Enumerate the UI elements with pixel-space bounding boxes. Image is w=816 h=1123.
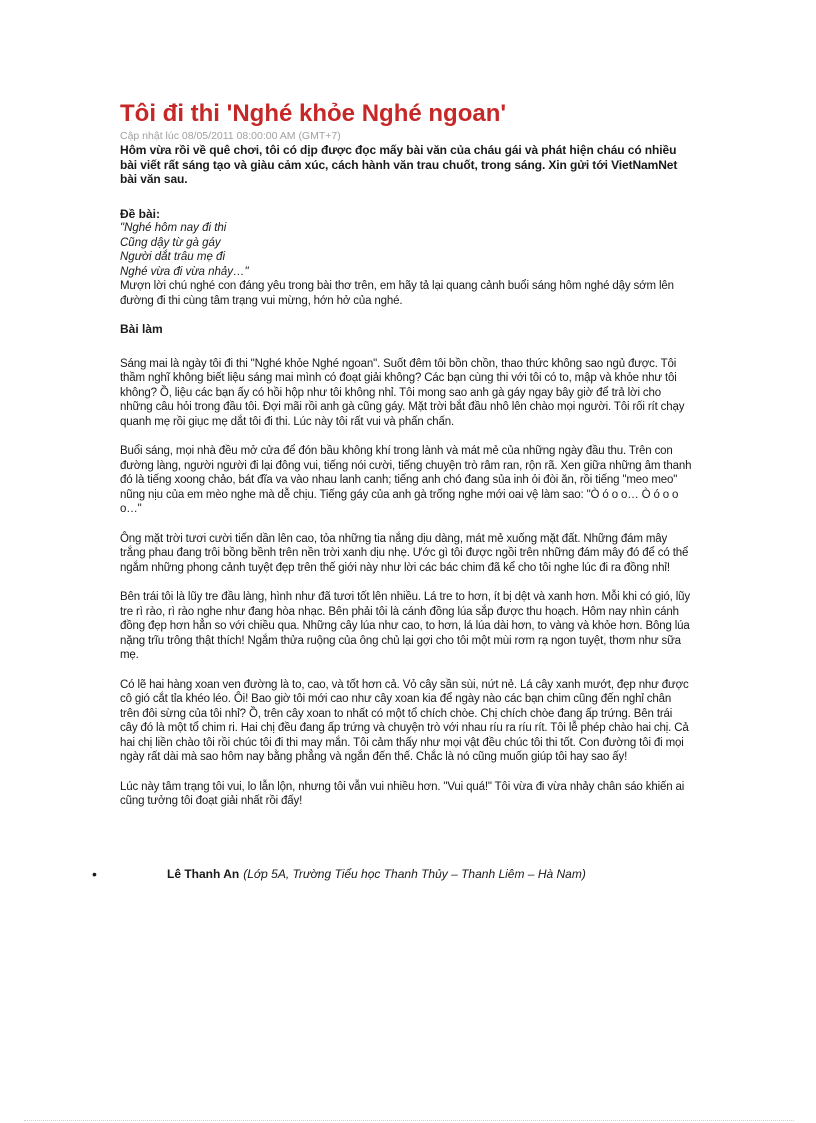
author-name: Lê Thanh An xyxy=(167,867,240,881)
essay-paragraph: Bên trái tôi là lũy tre đầu làng, hình như đã tươi tốt lên nhiều. Lá tre to hơn, ít bị dệt và xanh hơn. Mỗi khi có gió, lũy tre rì rào, rì rào nghe như đang hòa nhạc. Bên phải tôi là cánh đồng lúa sắp được thu hoạch. Hôm nay nhìn cánh đồng đẹp hơn hẳn so với chiều qua. Những cây lúa như cao, to hơn, lá lúa dài hơn, to vàng và khỏe hơn. Bông lúa nặng trĩu trông thật thích! Ngắm thửa ruộng của ông chủ lại gợi cho tôi một mùi rơm rạ ngon tuyệt, thơm như sữa mẹ. xyxy=(120,591,690,661)
prompt-heading: Đề bài: xyxy=(120,206,161,221)
essay-paragraph: Buổi sáng, mọi nhà đều mở cửa để đón bầu không khí trong lành và mát mẻ của những ngày đầu thu. Trên con đường làng, người người đi lại đông vui, tiếng nói cười, tiếng chuyện trò râm ran, rộn rã. Xen giữa những âm thanh đó là tiếng xoong chảo, bát đĩa va vào nhau lanh canh; tiếng anh chó đang sủa inh ỏi đòi ăn, rồi tiếng "meo meo" nũng nịu của em mèo nghe mà dễ chịu. Tiếng gáy của anh gà trống nghe mới oai vệ làm sao: "Ò ó o o… Ò ó o o o…" xyxy=(120,445,692,515)
bullet-icon: • xyxy=(92,866,97,882)
author-credit xyxy=(92,864,692,884)
poem-line: Nghé vừa đi vừa nhảy…" xyxy=(120,265,249,278)
essay-paragraph: Có lẽ hai hàng xoan ven đường là to, cao, và tốt hơn cả. Vỏ cây sần sùi, nứt nẻ. Lá cây xanh mướt, đẹp như được cô gió cắt tỉa khéo léo. Ôi! Bao giờ tôi mới cao như cây xoan kia để ngày nào các bạn chim cũng đến nghỉ chân trên đôi sừng của tôi nhỉ? Ồ, trên cây xoan to nhất có một tổ chích chòe. Chị chích chòe đang ấp trứng. Bên trái cây đó là một tổ chim ri. Hai chị đều đang ấp trứng và chuyện trò với nhau ríu ra ríu rít. Tôi lễ phép chào hai chị. Cả hai chị liền chào tôi rồi chúc tôi đi thi may mắn. Tôi cảm thấy như mọi vật đều chúc tôi thi tốt. Con đường tôi đi mọi ngày rất dài mà sao hôm nay bằng phẳng và ngắn đến thế. Chắc là nó cũng muốn giúp tôi hay sao ấy! xyxy=(120,678,689,763)
prompt-poem xyxy=(120,221,692,279)
article xyxy=(120,100,692,809)
article-timestamp: Cập nhật lúc 08/05/2011 08:00:00 AM (GMT+7) xyxy=(120,130,341,142)
poem-line: "Nghé hôm nay đi thi xyxy=(120,222,227,234)
prompt-text: Mượn lời chú nghé con đáng yêu trong bài thơ trên, em hãy tả lại quang cảnh buổi sáng hôm nghé dậy sớm lên đường đi thi cùng tâm trạng vui mừng, hớn hở của nghé. xyxy=(120,280,674,307)
author-line xyxy=(167,864,586,884)
poem-line: Cũng dậy từ gà gáy xyxy=(120,236,221,249)
author-note: (Lớp 5A, Trường Tiểu học Thanh Thủy – Thanh Liêm – Hà Nam) xyxy=(243,867,586,881)
essay-paragraph: Lúc này tâm trạng tôi vui, lo lẫn lộn, nhưng tôi vẫn vui nhiều hơn. "Vui quá!" Tôi vừa đi vừa nhảy chân sáo khiến ai cũng tưởng tôi đoạt giải nhất rồi đấy! xyxy=(120,780,685,807)
poem-line: Người dắt trâu mẹ đi xyxy=(120,251,226,263)
article-lead: Hôm vừa rồi về quê chơi, tôi có dịp được đọc mấy bài văn của cháu gái và phát hiện cháu có nhiều bài viết rất sáng tạo và giàu cảm xúc, cách hành văn trau chuốt, trong sáng. Xin gửi tới VietNamNet bài văn sau. xyxy=(120,143,678,186)
essay-paragraph: Ông mặt trời tươi cười tiến dần lên cao, tỏa những tia nắng dịu dàng, mát mẻ xuống mặt đất. Những đám mây trắng phau đang trôi bồng bềnh trên nền trời xanh dịu nhẹ. Ước gì tôi được ngồi trên những đám mây đó để có thể ngắm những phong cảnh tuyệt đẹp trên thế giới này như lời các bác chim đã kể cho tôi nghe lúc đi ra đồng nhỉ! xyxy=(120,532,689,574)
article-title: Tôi đi thi 'Nghé khỏe Nghé ngoan' xyxy=(120,100,507,127)
page-divider xyxy=(24,1120,794,1121)
essay-paragraph: Sáng mai là ngày tôi đi thi "Nghé khỏe Nghé ngoan". Suốt đêm tôi bồn chồn, thao thức không sao ngủ được. Tôi thầm nghĩ không biết liệu sáng mai mình có đoạt giải không? Các bạn cùng thi với tôi có to, mập và khỏe như tôi không? Ồ, liệu các bạn ấy có hồi hộp như tôi không nhỉ. Tôi mong sao anh gà gáy ngay bây giờ để trả lời cho những câu hỏi trong đầu tôi. Đợi mãi rồi anh gà cũng gáy. Mặt trời bắt đầu nhô lên chào mọi người. Tôi rối rít chạy quanh mẹ rồi giục mẹ dắt tôi đi thi. Lúc này tôi rất vui và phấn chấn. xyxy=(120,357,685,428)
essay-heading: Bài làm xyxy=(120,322,163,336)
